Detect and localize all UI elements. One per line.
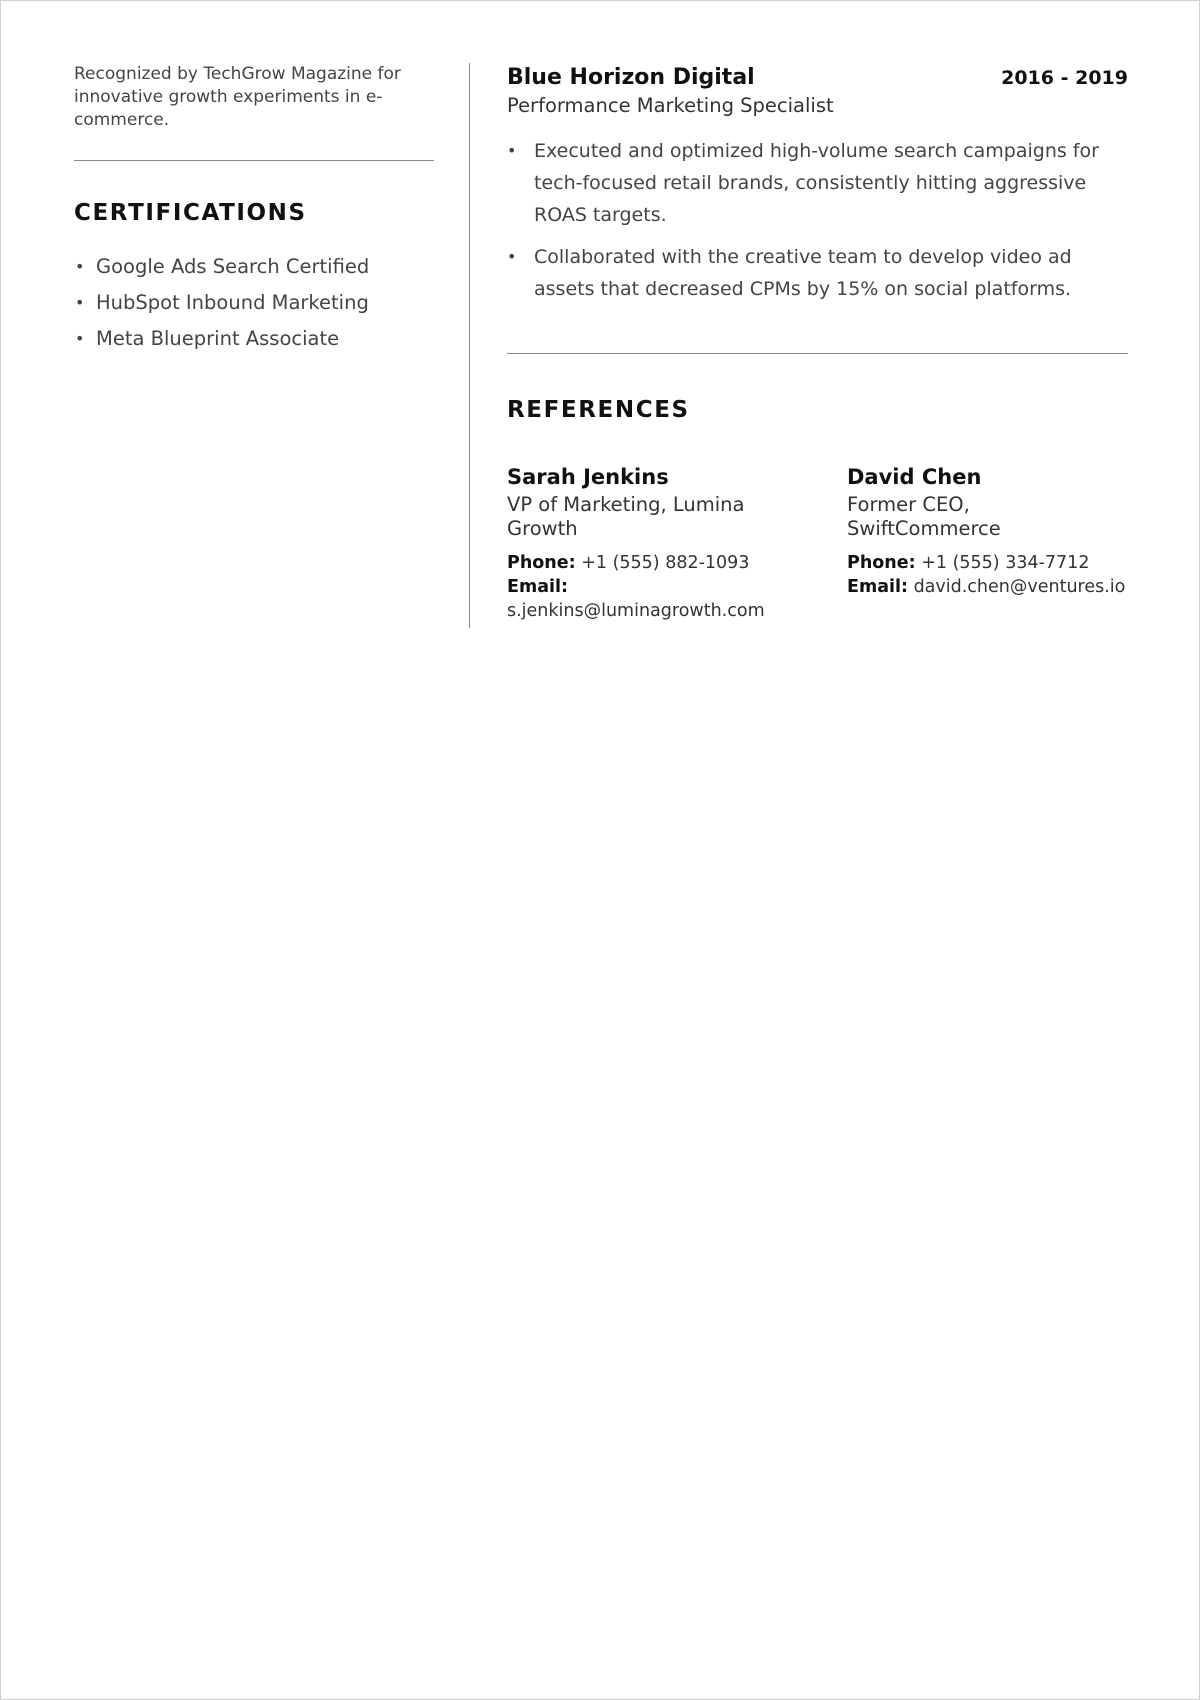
certification-label: Meta Blueprint Associate	[96, 327, 340, 350]
email-value[interactable]: david.chen@ventures.io	[913, 577, 1126, 597]
bullet-icon: •	[75, 329, 85, 348]
reference-phone	[847, 551, 1128, 575]
email-value[interactable]: s.jenkins@luminagrowth.com	[507, 601, 765, 621]
reference-contact	[847, 551, 1128, 599]
job-achievements-list	[507, 135, 1128, 305]
column-divider	[469, 63, 470, 628]
job-achievement	[507, 241, 1128, 305]
email-label: Email:	[507, 577, 568, 597]
phone-label: Phone:	[507, 553, 576, 573]
references-list	[507, 463, 1128, 633]
reference-name: David Chen	[847, 465, 982, 489]
bullet-icon: •	[507, 247, 517, 266]
left-column	[74, 63, 434, 363]
job-achievement	[507, 135, 1128, 231]
reference-email	[847, 575, 1128, 599]
company-name: Blue Horizon Digital	[507, 65, 755, 90]
reference-card	[847, 463, 1128, 599]
job-dates: 2016 - 2019	[1001, 67, 1128, 89]
certification-item	[74, 327, 434, 351]
right-column	[507, 63, 1128, 633]
job-role: Performance Marketing Specialist	[507, 94, 834, 117]
bullet-icon: •	[75, 293, 85, 312]
certification-item	[74, 291, 434, 315]
bullet-icon: •	[507, 141, 517, 160]
certification-label: Google Ads Search Certified	[96, 255, 370, 278]
phone-label: Phone:	[847, 553, 916, 573]
references-heading: REFERENCES	[507, 397, 690, 423]
job-achievement-text: Collaborated with the creative team to develop video ad assets that decreased CPMs by 15% on social platforms.	[534, 246, 1072, 300]
certifications-heading: CERTIFICATIONS	[74, 200, 307, 226]
certifications-list	[74, 255, 434, 351]
reference-phone	[507, 551, 787, 575]
job-achievement-text: Executed and optimized high-volume search campaigns for tech-focused retail brands, consistently hitting aggressive ROAS targets.	[534, 140, 1099, 226]
phone-value: +1 (555) 882-1093	[581, 553, 750, 573]
award-description: Recognized by TechGrow Magazine for innovative growth experiments in e-commerce.	[74, 64, 401, 130]
phone-value: +1 (555) 334-7712	[921, 553, 1090, 573]
job-header	[507, 63, 1128, 93]
reference-name: Sarah Jenkins	[507, 465, 669, 489]
reference-title: Former CEO, SwiftCommerce	[847, 493, 1001, 540]
reference-card	[507, 463, 787, 623]
email-label: Email:	[847, 577, 908, 597]
reference-title: VP of Marketing, Lumina Growth	[507, 493, 745, 540]
certification-label: HubSpot Inbound Marketing	[96, 291, 369, 314]
reference-contact	[507, 551, 787, 623]
left-section-divider	[74, 160, 434, 161]
certification-item	[74, 255, 434, 279]
reference-email	[507, 575, 787, 623]
bullet-icon: •	[75, 257, 85, 276]
right-section-divider	[507, 353, 1128, 354]
